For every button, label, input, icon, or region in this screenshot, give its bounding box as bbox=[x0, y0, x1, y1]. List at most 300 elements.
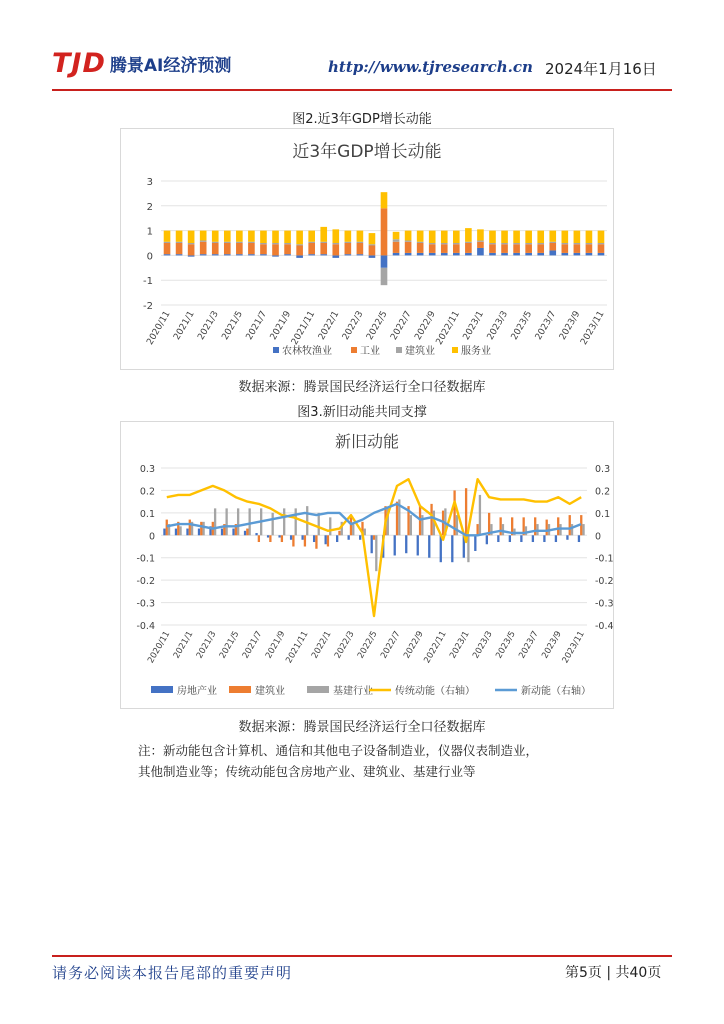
x-tick-label: 2023/9 bbox=[540, 629, 564, 661]
bar-segment bbox=[188, 231, 195, 243]
footer-divider bbox=[52, 955, 672, 957]
bar-segment bbox=[393, 232, 400, 239]
legend-swatch bbox=[307, 686, 329, 693]
bar-segment bbox=[188, 243, 195, 244]
bar bbox=[198, 529, 200, 536]
bar-segment bbox=[549, 242, 556, 243]
bar bbox=[359, 535, 361, 539]
bar-segment bbox=[525, 244, 532, 253]
x-tick-label: 2021/3 bbox=[196, 309, 221, 342]
disclaimer-notice: 请务必阅读本报告尾部的重要声明 bbox=[52, 964, 293, 982]
bar-segment bbox=[296, 231, 303, 245]
bar-segment bbox=[429, 231, 436, 243]
bar-segment bbox=[537, 243, 544, 244]
bar-segment bbox=[417, 253, 424, 255]
bar bbox=[255, 533, 257, 535]
bar-segment bbox=[176, 231, 183, 242]
bar-segment bbox=[513, 231, 520, 243]
bar-segment bbox=[513, 244, 520, 253]
bar-segment bbox=[284, 231, 291, 243]
y-tick-label: -0.3 bbox=[136, 598, 155, 610]
bar bbox=[476, 524, 478, 535]
x-tick-label: 2022/3 bbox=[332, 629, 357, 661]
bar-segment bbox=[441, 243, 448, 244]
legend-swatch bbox=[396, 347, 402, 353]
x-tick-label: 2020/11 bbox=[146, 629, 173, 666]
bar bbox=[486, 535, 488, 544]
legend-label: 工业 bbox=[360, 346, 380, 357]
bar bbox=[338, 531, 340, 535]
x-tick-label: 2023/1 bbox=[461, 309, 487, 342]
bar-segment bbox=[429, 244, 436, 253]
bar-segment bbox=[561, 253, 568, 255]
bar bbox=[283, 508, 285, 535]
x-tick-label: 2022/5 bbox=[365, 309, 390, 342]
y-tick-label: -0.2 bbox=[136, 576, 155, 588]
bar-segment bbox=[525, 243, 532, 244]
y-tick-label: 0 bbox=[148, 531, 155, 543]
bar-segment bbox=[441, 231, 448, 243]
bar bbox=[350, 517, 352, 535]
chart-title: 近3年GDP增长动能 bbox=[292, 142, 442, 162]
bar-segment bbox=[393, 253, 400, 255]
tjd-logo bbox=[52, 50, 231, 78]
y2-tick-label: -0.4 bbox=[595, 621, 613, 632]
bar-segment bbox=[236, 231, 243, 242]
bar bbox=[166, 520, 168, 536]
bar-segment bbox=[513, 253, 520, 255]
bar-segment bbox=[369, 233, 376, 244]
bar-segment bbox=[453, 253, 460, 255]
footnote bbox=[138, 740, 608, 782]
bar-segment bbox=[405, 241, 412, 242]
bar-segment bbox=[248, 242, 255, 243]
bar-segment bbox=[574, 243, 581, 244]
y-tick-label: -2 bbox=[143, 301, 153, 312]
bar-segment bbox=[574, 253, 581, 255]
x-tick-label: 2021/7 bbox=[240, 629, 265, 661]
figure2-source: 数据来源：腾景国民经济运行全口径数据库 bbox=[238, 380, 486, 395]
bar bbox=[246, 529, 248, 536]
bar bbox=[557, 517, 559, 535]
y-tick-label: 1 bbox=[146, 226, 153, 238]
bar-segment bbox=[598, 231, 605, 243]
bar-segment bbox=[272, 243, 279, 244]
bar-segment bbox=[549, 231, 556, 242]
bar-segment bbox=[284, 254, 291, 255]
new-old-momentum-chart bbox=[121, 422, 613, 708]
bar-segment bbox=[441, 253, 448, 255]
bar-segment bbox=[320, 254, 327, 255]
bar-segment bbox=[381, 268, 388, 285]
website-url[interactable]: http://www.tjresearch.cn bbox=[328, 58, 533, 76]
bar-segment bbox=[598, 243, 605, 244]
x-tick-label: 2022/1 bbox=[309, 629, 334, 661]
legend-swatch bbox=[273, 347, 279, 353]
bar bbox=[456, 515, 458, 535]
bar-segment bbox=[345, 243, 352, 254]
bar-segment bbox=[200, 231, 207, 241]
bar bbox=[269, 535, 271, 542]
bar bbox=[200, 522, 202, 535]
figure3-source: 数据来源：腾景国民经济运行全口径数据库 bbox=[238, 720, 486, 735]
bar-segment bbox=[260, 244, 267, 254]
bar bbox=[163, 529, 165, 536]
chart-title: 新旧动能 bbox=[334, 432, 400, 451]
x-tick-label: 2021/1 bbox=[171, 629, 196, 661]
bar bbox=[290, 535, 292, 539]
bar-segment bbox=[164, 242, 171, 243]
bar-segment bbox=[501, 253, 508, 255]
bar-segment bbox=[465, 243, 472, 253]
bar bbox=[348, 535, 350, 539]
bar-segment bbox=[188, 255, 195, 256]
x-tick-label: 2021/1 bbox=[172, 309, 197, 342]
x-tick-label: 2023/5 bbox=[509, 309, 535, 342]
bar-segment bbox=[200, 242, 207, 254]
gdp-growth-chart bbox=[121, 129, 613, 369]
bar bbox=[244, 531, 246, 535]
bar-segment bbox=[308, 243, 315, 254]
bar-segment bbox=[369, 255, 376, 257]
bar-segment bbox=[405, 253, 412, 255]
x-tick-label: 2021/5 bbox=[220, 309, 245, 342]
bar bbox=[281, 535, 283, 542]
bar-segment bbox=[381, 255, 388, 267]
bar bbox=[232, 529, 234, 536]
series-line bbox=[167, 479, 581, 616]
bar-segment bbox=[537, 253, 544, 255]
x-tick-label: 2022/9 bbox=[413, 309, 438, 342]
bar-segment bbox=[224, 231, 231, 242]
bar bbox=[306, 506, 308, 535]
bar-segment bbox=[176, 243, 183, 254]
bar-segment bbox=[260, 243, 267, 244]
page-header bbox=[0, 0, 724, 92]
bar bbox=[237, 508, 239, 535]
bar-segment bbox=[429, 253, 436, 255]
bar bbox=[292, 535, 294, 546]
y2-tick-label: -0.3 bbox=[595, 598, 613, 610]
bar-segment bbox=[525, 231, 532, 243]
bar-segment bbox=[489, 231, 496, 243]
bar-segment bbox=[176, 254, 183, 255]
bar-segment bbox=[489, 243, 496, 244]
bar-segment bbox=[598, 244, 605, 253]
bar-segment bbox=[224, 254, 231, 255]
bar bbox=[327, 535, 329, 546]
bar-segment bbox=[453, 231, 460, 243]
bar-segment bbox=[284, 244, 291, 254]
x-tick-label: 2023/11 bbox=[579, 309, 607, 347]
y2-tick-label: -0.2 bbox=[595, 576, 613, 588]
bar-segment bbox=[248, 231, 255, 242]
legend-label: 新动能（右轴） bbox=[521, 686, 591, 697]
x-tick-label: 2021/9 bbox=[263, 629, 288, 661]
bar-segment bbox=[357, 242, 364, 243]
bar-segment bbox=[586, 231, 593, 243]
bar-segment bbox=[236, 254, 243, 255]
figure3-caption: 图3.新旧动能共同支撑 bbox=[297, 405, 427, 420]
bar-segment bbox=[501, 244, 508, 253]
footnote-line-1: 注：新动能包含计算机、通信和其他电子设备制造业，仪器仪表制造业， bbox=[138, 743, 539, 758]
bar-segment bbox=[357, 254, 364, 255]
bar bbox=[221, 529, 223, 536]
bar-segment bbox=[501, 231, 508, 243]
bar bbox=[336, 535, 338, 542]
bar-segment bbox=[357, 243, 364, 254]
figure2-caption: 图2.近3年GDP增长动能 bbox=[292, 112, 432, 127]
logo-text: 腾景AI经济预测 bbox=[109, 56, 232, 76]
bar bbox=[267, 535, 269, 537]
bar-segment bbox=[598, 253, 605, 255]
bar bbox=[186, 529, 188, 536]
bar bbox=[313, 535, 315, 542]
x-tick-label: 2022/11 bbox=[422, 629, 449, 666]
bar-segment bbox=[164, 254, 171, 255]
bar-segment bbox=[477, 248, 484, 255]
y-tick-label: 2 bbox=[146, 201, 153, 213]
y2-tick-label: 0.3 bbox=[595, 464, 611, 475]
x-tick-label: 2022/7 bbox=[389, 309, 414, 342]
bar-segment bbox=[236, 243, 243, 254]
bar-segment bbox=[236, 242, 243, 243]
bar-segment bbox=[417, 243, 424, 253]
bar bbox=[189, 520, 191, 536]
bar-segment bbox=[586, 243, 593, 244]
bar-segment bbox=[188, 244, 195, 255]
y-tick-label: 0.2 bbox=[139, 486, 155, 498]
bar bbox=[555, 535, 557, 542]
bar-segment bbox=[272, 255, 279, 256]
bar-segment bbox=[429, 243, 436, 244]
bar-segment bbox=[465, 242, 472, 243]
bar bbox=[364, 529, 366, 536]
bar-segment bbox=[308, 231, 315, 242]
series-line bbox=[167, 504, 581, 535]
bar-segment bbox=[164, 231, 171, 242]
bar-segment bbox=[357, 231, 364, 242]
bar-segment bbox=[513, 243, 520, 244]
bar bbox=[569, 515, 571, 535]
bar-segment bbox=[405, 242, 412, 253]
bar-segment bbox=[224, 243, 231, 254]
bar bbox=[301, 535, 303, 539]
bar-segment bbox=[345, 242, 352, 243]
bar-segment bbox=[308, 254, 315, 255]
bar-segment bbox=[417, 242, 424, 243]
bar-segment bbox=[381, 208, 388, 255]
y-tick-label: 3 bbox=[146, 177, 153, 188]
bar bbox=[502, 524, 504, 535]
bar-segment bbox=[477, 241, 484, 242]
bar-segment bbox=[574, 231, 581, 243]
bar-segment bbox=[332, 243, 339, 244]
x-tick-label: 2023/5 bbox=[494, 629, 518, 661]
bar bbox=[428, 535, 430, 557]
bar-segment bbox=[332, 229, 339, 243]
x-tick-label: 2023/7 bbox=[517, 629, 541, 661]
bar bbox=[175, 529, 177, 536]
legend-label: 服务业 bbox=[461, 346, 491, 357]
bar bbox=[499, 517, 501, 535]
legend-swatch bbox=[351, 347, 357, 353]
bar-segment bbox=[260, 231, 267, 243]
bar bbox=[225, 508, 227, 535]
bar-segment bbox=[586, 244, 593, 253]
x-tick-label: 2023/11 bbox=[560, 629, 587, 666]
bar bbox=[532, 535, 534, 542]
bar bbox=[324, 535, 326, 544]
bar-segment bbox=[561, 243, 568, 244]
bar bbox=[534, 517, 536, 535]
bar-segment bbox=[417, 231, 424, 242]
bar bbox=[394, 535, 396, 555]
bar-segment bbox=[393, 242, 400, 253]
bar bbox=[258, 535, 260, 542]
y-tick-label: 0.1 bbox=[139, 508, 155, 520]
bar bbox=[479, 495, 481, 535]
bar bbox=[571, 524, 573, 535]
bar-segment bbox=[381, 192, 388, 208]
bar bbox=[278, 535, 280, 537]
bar bbox=[474, 535, 476, 551]
y2-tick-label: 0.1 bbox=[595, 508, 611, 520]
legend-label: 农林牧渔业 bbox=[282, 346, 332, 357]
bar-segment bbox=[477, 229, 484, 240]
legend-swatch bbox=[151, 686, 173, 693]
x-tick-label: 2023/3 bbox=[471, 629, 495, 661]
bar-segment bbox=[561, 244, 568, 253]
bar bbox=[304, 535, 306, 546]
header-divider bbox=[52, 89, 672, 91]
x-tick-label: 2022/11 bbox=[434, 309, 462, 347]
bar-segment bbox=[332, 244, 339, 255]
bar bbox=[352, 524, 354, 535]
bar bbox=[465, 488, 467, 535]
legend-label: 房地产业 bbox=[177, 686, 217, 697]
bar bbox=[318, 513, 320, 535]
bar-segment bbox=[212, 243, 219, 254]
bar bbox=[179, 526, 181, 535]
bar bbox=[497, 535, 499, 542]
bar-segment bbox=[537, 231, 544, 243]
bar-segment bbox=[200, 254, 207, 255]
x-tick-label: 2021/11 bbox=[289, 309, 318, 347]
bar-segment bbox=[272, 231, 279, 243]
x-tick-label: 2021/7 bbox=[244, 309, 270, 342]
x-tick-label: 2022/3 bbox=[340, 309, 366, 342]
bar-segment bbox=[212, 231, 219, 242]
bar-segment bbox=[320, 243, 327, 254]
bar-segment bbox=[477, 242, 484, 248]
y-tick-label: -0.1 bbox=[136, 553, 155, 565]
x-tick-label: 2020/11 bbox=[145, 309, 173, 347]
y-tick-label: -1 bbox=[143, 276, 153, 288]
bar-segment bbox=[332, 255, 339, 257]
bar-segment bbox=[308, 242, 315, 243]
page-number: 第5页 | 共40页 bbox=[565, 965, 662, 981]
bar-segment bbox=[345, 231, 352, 242]
bar-segment bbox=[549, 250, 556, 255]
x-tick-label: 2022/7 bbox=[379, 629, 403, 661]
legend-label: 建筑业 bbox=[255, 686, 285, 697]
x-tick-label: 2021/9 bbox=[268, 309, 294, 342]
bar bbox=[566, 535, 568, 539]
x-tick-label: 2021/11 bbox=[284, 629, 311, 666]
y-tick-label: -0.4 bbox=[136, 621, 155, 632]
bar bbox=[451, 535, 453, 562]
footnote-line-2: 其他制造业等；传统动能包含房地产业、建筑业、基建行业等 bbox=[138, 764, 476, 779]
bar-segment bbox=[561, 231, 568, 243]
bar-segment bbox=[224, 242, 231, 243]
bar-segment bbox=[549, 243, 556, 250]
bar-segment bbox=[537, 244, 544, 253]
bar bbox=[329, 517, 331, 535]
x-tick-label: 2021/3 bbox=[194, 629, 219, 661]
bar bbox=[295, 508, 297, 535]
report-date: 2024年1月16日 bbox=[545, 60, 657, 78]
bar-segment bbox=[248, 254, 255, 255]
bar-segment bbox=[453, 244, 460, 253]
bar-segment bbox=[369, 245, 376, 255]
bar bbox=[405, 535, 407, 553]
bar-segment bbox=[501, 243, 508, 244]
bar bbox=[315, 535, 317, 548]
bar bbox=[417, 535, 419, 555]
bar-segment bbox=[453, 243, 460, 244]
legend-label: 传统动能（右轴） bbox=[395, 686, 475, 697]
bar-segment bbox=[441, 244, 448, 253]
x-tick-label: 2023/3 bbox=[485, 309, 511, 342]
bar-segment bbox=[176, 242, 183, 243]
bar-segment bbox=[465, 228, 472, 242]
x-tick-label: 2022/1 bbox=[316, 309, 342, 342]
bar-segment bbox=[200, 241, 207, 242]
bar-segment bbox=[489, 244, 496, 253]
bar-segment bbox=[525, 253, 532, 255]
legend-label: 建筑业 bbox=[405, 346, 435, 357]
bar-segment bbox=[296, 245, 303, 255]
bar-segment bbox=[369, 244, 376, 245]
bar-segment bbox=[393, 239, 400, 241]
bar-segment bbox=[212, 254, 219, 255]
y2-tick-label: 0.2 bbox=[595, 486, 611, 498]
x-tick-label: 2023/1 bbox=[448, 629, 472, 661]
bar bbox=[578, 535, 580, 542]
x-tick-label: 2022/5 bbox=[355, 629, 380, 661]
bar-segment bbox=[586, 253, 593, 255]
bar-segment bbox=[248, 243, 255, 254]
y-tick-label: 0.3 bbox=[139, 464, 155, 475]
legend-swatch bbox=[452, 347, 458, 353]
bar bbox=[520, 535, 522, 542]
bar bbox=[371, 535, 373, 553]
x-tick-label: 2023/9 bbox=[557, 309, 583, 342]
bar-segment bbox=[465, 253, 472, 255]
bar-segment bbox=[320, 242, 327, 243]
bar bbox=[543, 535, 545, 542]
x-tick-label: 2023/7 bbox=[533, 309, 559, 342]
bar bbox=[373, 535, 375, 539]
bar bbox=[410, 515, 412, 535]
bar-segment bbox=[296, 244, 303, 245]
bar-segment bbox=[296, 255, 303, 257]
bar-segment bbox=[272, 244, 279, 255]
bar-segment bbox=[320, 227, 327, 242]
bar bbox=[509, 535, 511, 542]
bar bbox=[396, 502, 398, 536]
